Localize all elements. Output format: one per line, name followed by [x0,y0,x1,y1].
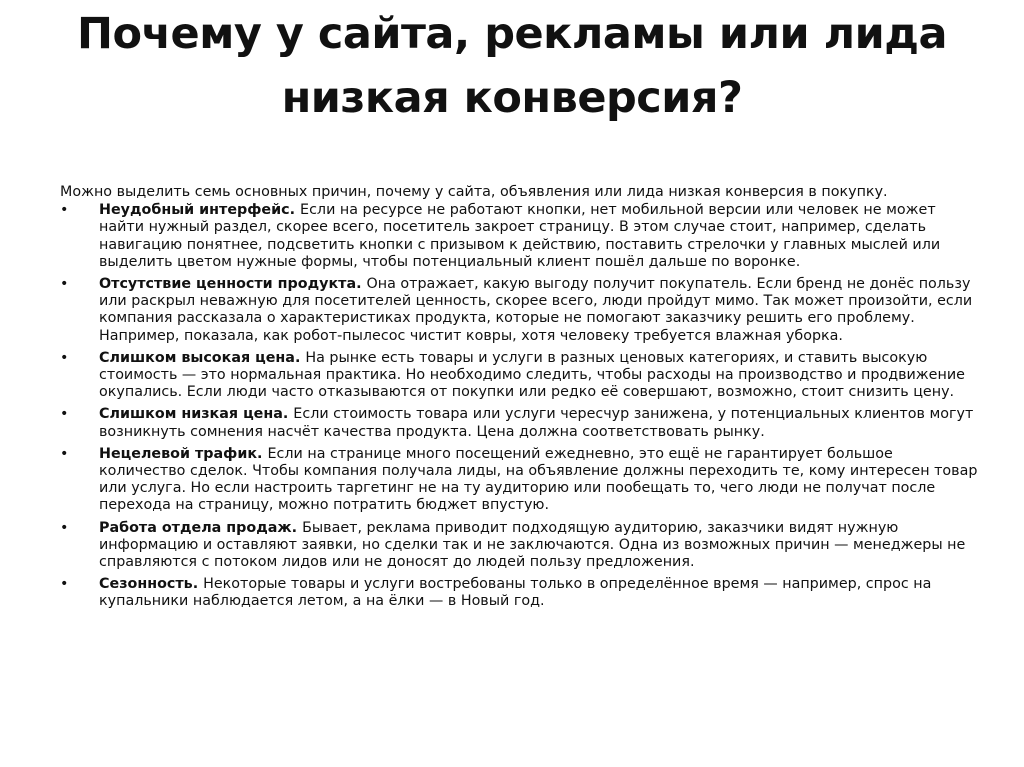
bullet-icon: • [60,349,69,366]
reason-text: Она отражает, какую выгоду получит покупатель. Если бренд не донёс пользу или раскрыл неважную для посетителей ценность, скорее всего, люди пройдут мимо. Так может произойти, если компания рассказала о характеристиках продукта, которые не помогают заказчику решить его проблему. Например, показала, как робот-пылесос чистит ковры, хотя человеку требуется влажная уборка. [99,276,973,344]
list-item [60,520,980,572]
reason-title: Неудобный интерфейс. [99,202,301,219]
list-item [60,576,980,610]
bullet-icon: • [60,445,69,462]
reason-text: Если на странице много посещений ежедневно, это ещё не гарантирует большое количество сделок. Чтобы компания получала лиды, на объявление должны переходить те, кому интересен товар или услуга. Но если настроить таргетинг не на ту аудиторию или пообещать то, чего люди не получат после перехода на страницу, можно потратить бюджет впустую. [99,445,978,514]
reason-title: Работа отдела продаж. [99,519,303,536]
reason-title: Отсутствие ценности продукта. [99,276,367,293]
reason-text: Если на ресурсе не работают кнопки, нет мобильной версии или человек не может найти нужный раздел, скорее всего, посетитель закроет страницу. В этом случае стоит, например, сделать навигацию понятнее, подсветить кнопки с призывом к действию, поставить стрелочки у главных мыслей или выделить цветом нужные формы, чтобы потенциальный клиент пошёл дальше по воронке. [99,202,941,270]
bullet-icon: • [60,276,69,293]
bullet-icon: • [60,406,69,423]
reason-text: Бывает, реклама приводит подходящую аудиторию, заказчики видят нужную информацию и оставляют заявки, но сделки так и не заключаются. Одна из возможных причин — менеджеры не справляются с потоком лидов или не доносят до людей пользу предложения. [99,519,966,571]
list-item [60,202,980,271]
reasons-list [60,202,980,610]
reason-text: Если стоимость товара или услуги чересчур занижена, у потенциальных клиентов могут возникнуть сомнения насчёт качества продукта. Цена должна соответствовать рынку. [99,406,974,440]
list-item [60,446,980,515]
slide-title: Почему у сайта, рекламы или лида низкая конверсия? [77,9,947,123]
intro-paragraph: Можно выделить семь основных причин, почему у сайта, объявления или лида низкая конверсия в покупку. [60,184,888,200]
slide-content [60,184,980,616]
reason-title: Нецелевой трафик. [99,445,268,462]
reason-text: Некоторые товары и услуги востребованы только в определённое время — например, спрос на купальники наблюдается летом, а на ёлки — в Новый год. [99,576,932,610]
list-item [60,406,980,440]
list-item [60,276,980,345]
reason-title: Слишком низкая цена. [99,406,294,423]
reason-text: На рынке есть товары и услуги в разных ценовых категориях, и ставить высокую стоимость — это нормальная практика. Но необходимо следить, чтобы расходы на производство и продвижение окупались. Если люди часто отказываются от покупки или редко её совершают, возможно, стоит снизить цену. [99,349,965,401]
reason-title: Сезонность. [99,576,204,593]
bullet-icon: • [60,202,69,219]
bullet-icon: • [60,519,69,536]
bullet-icon: • [60,576,69,593]
list-item [60,350,980,402]
reason-title: Слишком высокая цена. [99,349,306,366]
